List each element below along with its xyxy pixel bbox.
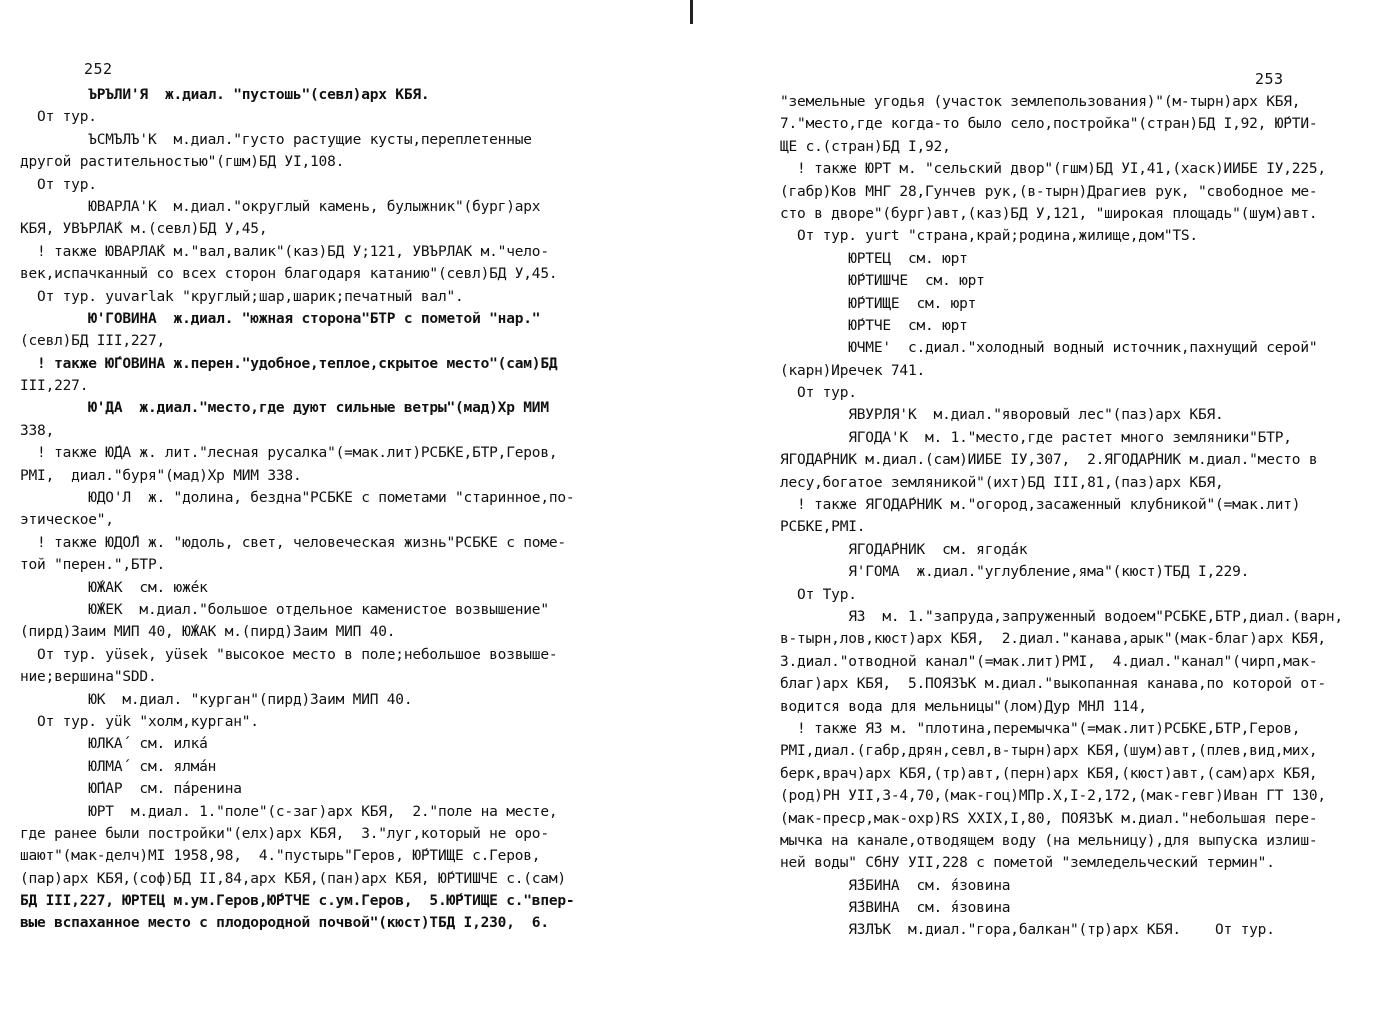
text-line: Ю́ПАР см. па́ренина xyxy=(20,781,242,798)
text-line: РСБКЕ,РМI. xyxy=(780,519,866,536)
text-line: ! также ЮДО́Л ж. "юдоль, свет, человеческая жизнь"РСБКЕ с поме- xyxy=(20,534,566,551)
text-line: ЮВАРЛА'К м.диал."округлый камень, булыжник"(бург)арх xyxy=(20,198,541,215)
text-line: (мак-преср,мак-охр)RS XXIX,I,80, ПОЯЗЪК м.диал."небольшая пере- xyxy=(780,810,1318,827)
text-line: ЮЛМА́ см. ялма́н xyxy=(20,758,217,775)
text-line: ЮРТ м.диал. 1."поле"(с-заг)арх КБЯ, 2."поле на месте, xyxy=(20,803,558,820)
text-line: "земельные угодья (участок землепользования)"(м-тырн)арх КБЯ, xyxy=(780,94,1301,110)
text-line: ЮК м.диал. "курган"(пирд)Заим МИП 40. xyxy=(20,691,413,708)
text-line: где ранее были постройки"(елх)арх КБЯ, 3."луг,который не оро- xyxy=(20,825,549,842)
text-line: ЯГОДА́РНИК см. ягода́к xyxy=(780,541,1028,558)
text-line: 7."место,где когда-то было село,постройка"(стран)БД I,92, Ю́РТИ- xyxy=(780,116,1318,133)
text-line: той "перен.",БТР. xyxy=(20,557,166,574)
text-line: От Тур. xyxy=(780,586,857,603)
text-line: вые вспаханное место с плодородной почвой"(кюст)ТБД I,230, 6. xyxy=(20,915,549,932)
text-line: ЯВУРЛЯ'К м.диал."яворовый лес"(паз)арх КБЯ. xyxy=(780,407,1224,424)
text-line: ЪСМЪЛЪ'К м.диал."густо растущие кусты,переплетенные xyxy=(20,131,532,148)
text-line: Ю́ЖЕК м.диал."большое отдельное каменистое возвышение" xyxy=(20,601,549,618)
text-line: БД III,227, ЮРТЕЦ м.ум.Геров,Ю́РТЧЕ с.ум.Геров, 5.Ю́РТИЩЕ с."впер- xyxy=(20,893,575,910)
right-page-text xyxy=(780,91,1380,942)
text-line: (севл)БД III,227, xyxy=(20,333,166,350)
right-page xyxy=(700,0,1400,1026)
text-line: в-тырн,лов,кюст)арх КБЯ, 2.диал."канава,арык"(мак-благ)арх КБЯ, xyxy=(780,631,1326,648)
text-line: ЯГОДА'К м. 1."место,где растет много земляники"БТР, xyxy=(780,429,1292,446)
text-line: 3.диал."отводной канал"(=мак.лит)РМI, 4.диал."канал"(чирп,мак- xyxy=(780,653,1318,670)
text-line: ! также ЯЗ м. "плотина,перемычка"(=мак.лит)РСБКЕ,БТР,Геров, xyxy=(780,720,1301,737)
text-line: III,227. xyxy=(20,378,89,395)
text-line: ! также Ю́ГОВИНА ж.перен."удобное,теплое,скрытое место"(сам)БД xyxy=(20,355,558,372)
text-line: ЮРТЕЦ см. юрт xyxy=(780,250,968,267)
text-line: От тур. yurt "страна,край;родина,жилище,дом"TS. xyxy=(780,228,1198,245)
text-line: От тур. xyxy=(20,176,97,193)
text-line: ! также ЮВАРЛА́К м."вал,валик"(каз)БД У;121, УВЪРЛАК м."чело- xyxy=(20,243,549,260)
text-line: 338, xyxy=(20,422,55,439)
text-line: РМI, диал."буря"(мад)Хр МИМ 338. xyxy=(20,467,302,484)
text-line: РМI,диал.(габр,дрян,севл,в-тырн)арх КБЯ,(шум)авт,(плев,вид,мих, xyxy=(780,743,1318,760)
text-line: Ю'ГОВИНА ж.диал. "южная сторона"БТР с пометой "нар." xyxy=(20,310,541,327)
text-line: От тур. xyxy=(780,385,857,402)
text-line: Ю́РТИЩЕ см. юрт xyxy=(780,295,977,312)
text-line: От тур. yüsek, yüsek "высокое место в поле;небольшое возвыше- xyxy=(20,646,558,663)
text-line: ЯЗ м. 1."запруда,запруженный водоем"РСБКЕ,БТР,диал.(варн, xyxy=(780,608,1343,625)
text-line: шают"(мак-делч)МI 1958,98, 4."пустырь"Геров, Ю́РТИЩЕ с.Геров, xyxy=(20,848,541,865)
text-line: Ю́ЖАК см. юже́к xyxy=(20,579,208,596)
text-line: Я́ЗБИНА см. я́зовина xyxy=(780,877,1011,894)
text-line: ЩЕ с.(стран)БД I,92, xyxy=(780,138,951,155)
text-line: Ю́РТИШЧЕ см. юрт xyxy=(780,273,985,290)
text-line: КБЯ, УВЪРЛА́К м.(севл)БД У,45, xyxy=(20,221,268,238)
text-line: От тур. yük "холм,курган". xyxy=(20,713,259,730)
text-line: От тур. yuvarlak "круглый;шар,шарик;печатный вал". xyxy=(20,288,464,305)
text-line: сто в дворе"(бург)авт,(каз)БД У,121, "широкая площадь"(шум)авт. xyxy=(780,205,1318,222)
text-line: Ю́РТЧЕ см. юрт xyxy=(780,317,968,334)
text-line: (пирд)Заим МИП 40, Ю́ЖАК м.(пирд)Заим МИП 40. xyxy=(20,624,396,641)
text-line: ЮЛКА́ см. илка́ xyxy=(20,736,208,753)
text-line: Я́ЗВИНА см. я́зовина xyxy=(780,900,1011,917)
text-line: мычка на канале,отводящем воду (на мельницу),для выпуска излиш- xyxy=(780,832,1318,849)
text-line: (карн)Иречек 741. xyxy=(780,362,926,379)
text-line: этическое", xyxy=(20,512,114,529)
text-line: ней воды" СбНУ УII,228 с пометой "земледельческий термин". xyxy=(780,855,1275,872)
text-line: ЮДО'Л ж. "долина, бездна"РСБКЕ с пометами "старинное,по- xyxy=(20,490,575,507)
page-number-left: 252 xyxy=(84,60,113,78)
text-line: другой растительностью"(гшм)БД УI,108. xyxy=(20,154,345,171)
text-line: лесу,богатое земляникой"(ихт)БД III,81,(паз)арх КБЯ, xyxy=(780,474,1224,491)
text-line: водится вода для мельницы"(лом)Дур МНЛ 114, xyxy=(780,698,1147,715)
text-line: ЮЧМЕ' с.диал."холодный водный источник,пахнущий серой" xyxy=(780,340,1318,357)
text-line: (пар)арх КБЯ,(соф)БД II,84,арх КБЯ,(пан)арх КБЯ, Ю́РТИШЧЕ с.(сам) xyxy=(20,870,566,887)
text-line: Я'ГОМА ж.диал."углубление,яма"(кюст)ТБД I,229. xyxy=(780,564,1250,581)
text-line: ! также ЮРТ м. "сельский двор"(гшм)БД УI,41,(хаск)ИИБЕ IУ,225, xyxy=(780,161,1326,178)
text-line: ние;вершина"SDD. xyxy=(20,669,157,686)
text-line: благ)арх КБЯ, 5.ПОЯЗЪК м.диал."выкопанная канава,по которой от- xyxy=(780,676,1326,693)
text-line: ! также Ю́ДА ж. лит."лесная русалка"(=мак.лит)РСБКЕ,БТР,Геров, xyxy=(20,445,558,462)
text-line: ЪРЪЛИ'Я ж.диал. "пустошь"(севл)арх КБЯ. xyxy=(20,87,430,103)
text-line: век,испачканный со всех сторон благодаря катанию"(севл)БД У,45. xyxy=(20,266,558,283)
text-line: берк,врач)арх КБЯ,(тр)авт,(перн)арх КБЯ,(кюст)авт,(сам)арх КБЯ, xyxy=(780,765,1318,782)
text-line: ЯЗЛЪК м.диал."гора,балкан"(тр)арх КБЯ. От тур. xyxy=(780,922,1275,939)
text-line: ЯГОДА́РНИК м.диал.(сам)ИИБЕ IУ,307, 2.ЯГОДА́РНИК м.диал."место в xyxy=(780,452,1318,469)
text-line: ! также ЯГОДА́РНИК м."огород,засаженный клубникой"(=мак.лит) xyxy=(780,497,1301,514)
text-line: (габр)Ков МНГ 28,Гунчев рук,(в-тырн)Драгиев рук, "свободное ме- xyxy=(780,183,1318,200)
text-line: Ю'ДА ж.диал."место,где дуют сильные ветры"(мад)Хр МИМ xyxy=(20,400,549,417)
text-line: От тур. xyxy=(20,109,97,126)
page-number-right: 253 xyxy=(1255,70,1284,88)
left-page-text xyxy=(20,84,620,935)
text-line: (род)РН УII,3-4,70,(мак-гоц)МПр.X,I-2,172,(мак-гевг)Иван ГТ 130, xyxy=(780,788,1326,805)
